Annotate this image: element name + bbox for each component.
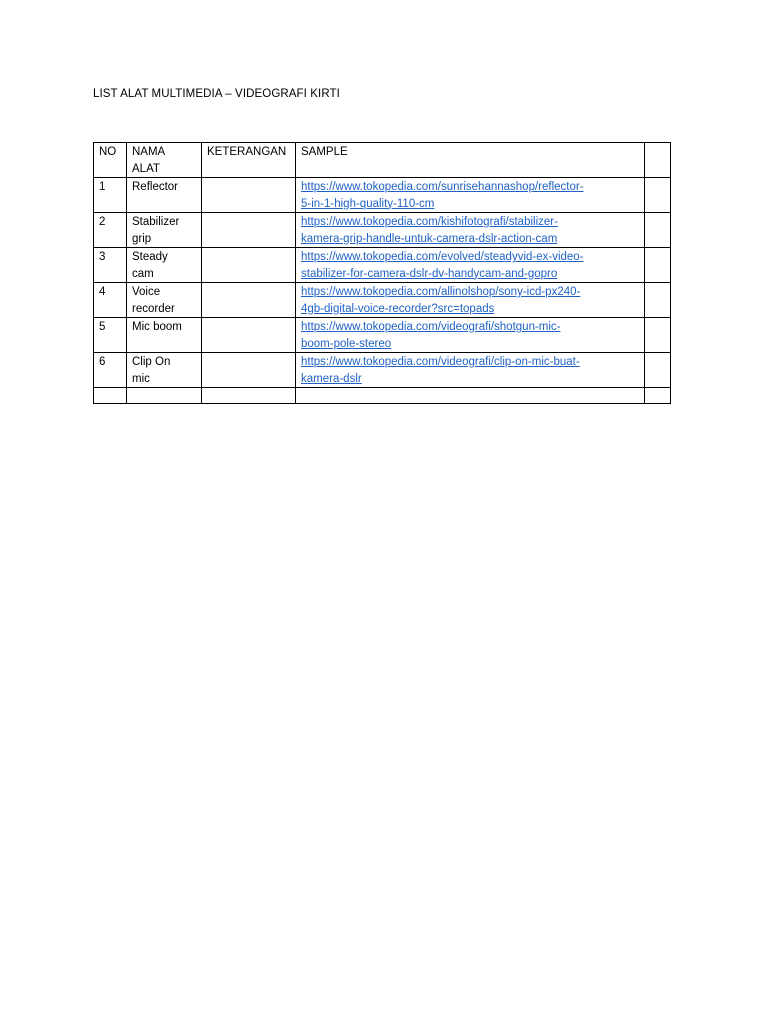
keterangan-cell xyxy=(202,353,296,388)
table-row xyxy=(94,248,671,283)
sample-link-line-2[interactable]: 5-in-1-high-quality-110-cm xyxy=(301,197,435,210)
header-nama-alat-line-2: ALAT xyxy=(132,162,160,175)
header-no: NO xyxy=(94,143,127,178)
document-title: LIST ALAT MULTIMEDIA – VIDEOGRAFI KIRTI xyxy=(93,88,340,100)
tool-name-line-1: Clip On xyxy=(132,356,171,368)
table-row xyxy=(94,353,671,388)
sample-link-line-2[interactable]: boom-pole-stereo xyxy=(301,337,392,350)
row-number: 2 xyxy=(94,213,127,248)
row-number: 5 xyxy=(94,318,127,353)
empty-cell xyxy=(645,388,671,404)
tool-name xyxy=(127,318,202,353)
keterangan-cell xyxy=(202,283,296,318)
header-nama-alat-line-1: NAMA xyxy=(132,146,166,158)
header-extra xyxy=(645,143,671,178)
keterangan-cell xyxy=(202,248,296,283)
tool-name-line-1: Reflector xyxy=(132,181,179,193)
table-row xyxy=(94,213,671,248)
sample-link-line-1[interactable]: https://www.tokopedia.com/allinolshop/sony-icd-px240- xyxy=(301,286,581,298)
tool-name-line-2: cam xyxy=(132,267,154,280)
sample-link-line-1[interactable]: https://www.tokopedia.com/videografi/shotgun-mic- xyxy=(301,321,561,333)
empty-cell xyxy=(127,388,202,404)
table-row xyxy=(94,283,671,318)
empty-table-row xyxy=(94,388,671,404)
sample-link-line-2[interactable]: stabilizer-for-camera-dslr-dv-handycam-and-gopro xyxy=(301,267,558,280)
extra-cell xyxy=(645,353,671,388)
sample-link[interactable] xyxy=(301,251,584,280)
sample-link[interactable] xyxy=(301,321,561,350)
extra-cell xyxy=(645,283,671,318)
sample-link-line-1[interactable]: https://www.tokopedia.com/videografi/clip-on-mic-buat- xyxy=(301,356,580,368)
row-number: 1 xyxy=(94,178,127,213)
sample-link[interactable] xyxy=(301,216,558,245)
extra-cell xyxy=(645,248,671,283)
sample-link-line-2[interactable]: kamera-grip-handle-untuk-camera-dslr-action-cam xyxy=(301,232,558,245)
empty-cell xyxy=(296,388,645,404)
tool-name-line-2: grip xyxy=(132,232,152,245)
tool-name-line-1: Mic boom xyxy=(132,321,182,333)
tool-name-line-2: mic xyxy=(132,372,150,385)
header-keterangan: KETERANGAN xyxy=(202,143,296,178)
empty-cell xyxy=(94,388,127,404)
table-header-row xyxy=(94,143,671,178)
sample-link[interactable] xyxy=(301,356,580,385)
sample-link-line-1[interactable]: https://www.tokopedia.com/sunrisehannashop/reflector- xyxy=(301,181,584,193)
table-row xyxy=(94,318,671,353)
sample-link-line-2[interactable]: 4gb-digital-voice-recorder?src=topads xyxy=(301,302,495,315)
tool-name-line-1: Voice xyxy=(132,286,161,298)
header-nama-alat xyxy=(127,143,202,178)
extra-cell xyxy=(645,213,671,248)
header-sample: SAMPLE xyxy=(296,143,645,178)
tool-name xyxy=(127,213,202,248)
table-row xyxy=(94,178,671,213)
tool-name-line-2: recorder xyxy=(132,302,175,315)
tool-name-line-1: Stabilizer xyxy=(132,216,180,228)
equipment-table xyxy=(93,142,671,404)
sample-link[interactable] xyxy=(301,181,584,210)
sample-cell xyxy=(296,318,645,353)
sample-cell xyxy=(296,248,645,283)
sample-cell xyxy=(296,283,645,318)
sample-cell xyxy=(296,213,645,248)
sample-link-line-2[interactable]: kamera-dslr xyxy=(301,372,362,385)
sample-cell xyxy=(296,353,645,388)
sample-link-line-1[interactable]: https://www.tokopedia.com/kishifotografi/stabilizer- xyxy=(301,216,558,228)
keterangan-cell xyxy=(202,213,296,248)
sample-link[interactable] xyxy=(301,286,580,315)
keterangan-cell xyxy=(202,318,296,353)
empty-cell xyxy=(202,388,296,404)
tool-name xyxy=(127,248,202,283)
row-number: 6 xyxy=(94,353,127,388)
row-number: 3 xyxy=(94,248,127,283)
tool-name-line-1: Steady xyxy=(132,251,168,263)
tool-name xyxy=(127,178,202,213)
sample-link-line-1[interactable]: https://www.tokopedia.com/evolved/steadyvid-ex-video- xyxy=(301,251,584,263)
tool-name xyxy=(127,353,202,388)
row-number: 4 xyxy=(94,283,127,318)
extra-cell xyxy=(645,318,671,353)
sample-cell xyxy=(296,178,645,213)
tool-name xyxy=(127,283,202,318)
extra-cell xyxy=(645,178,671,213)
keterangan-cell xyxy=(202,178,296,213)
